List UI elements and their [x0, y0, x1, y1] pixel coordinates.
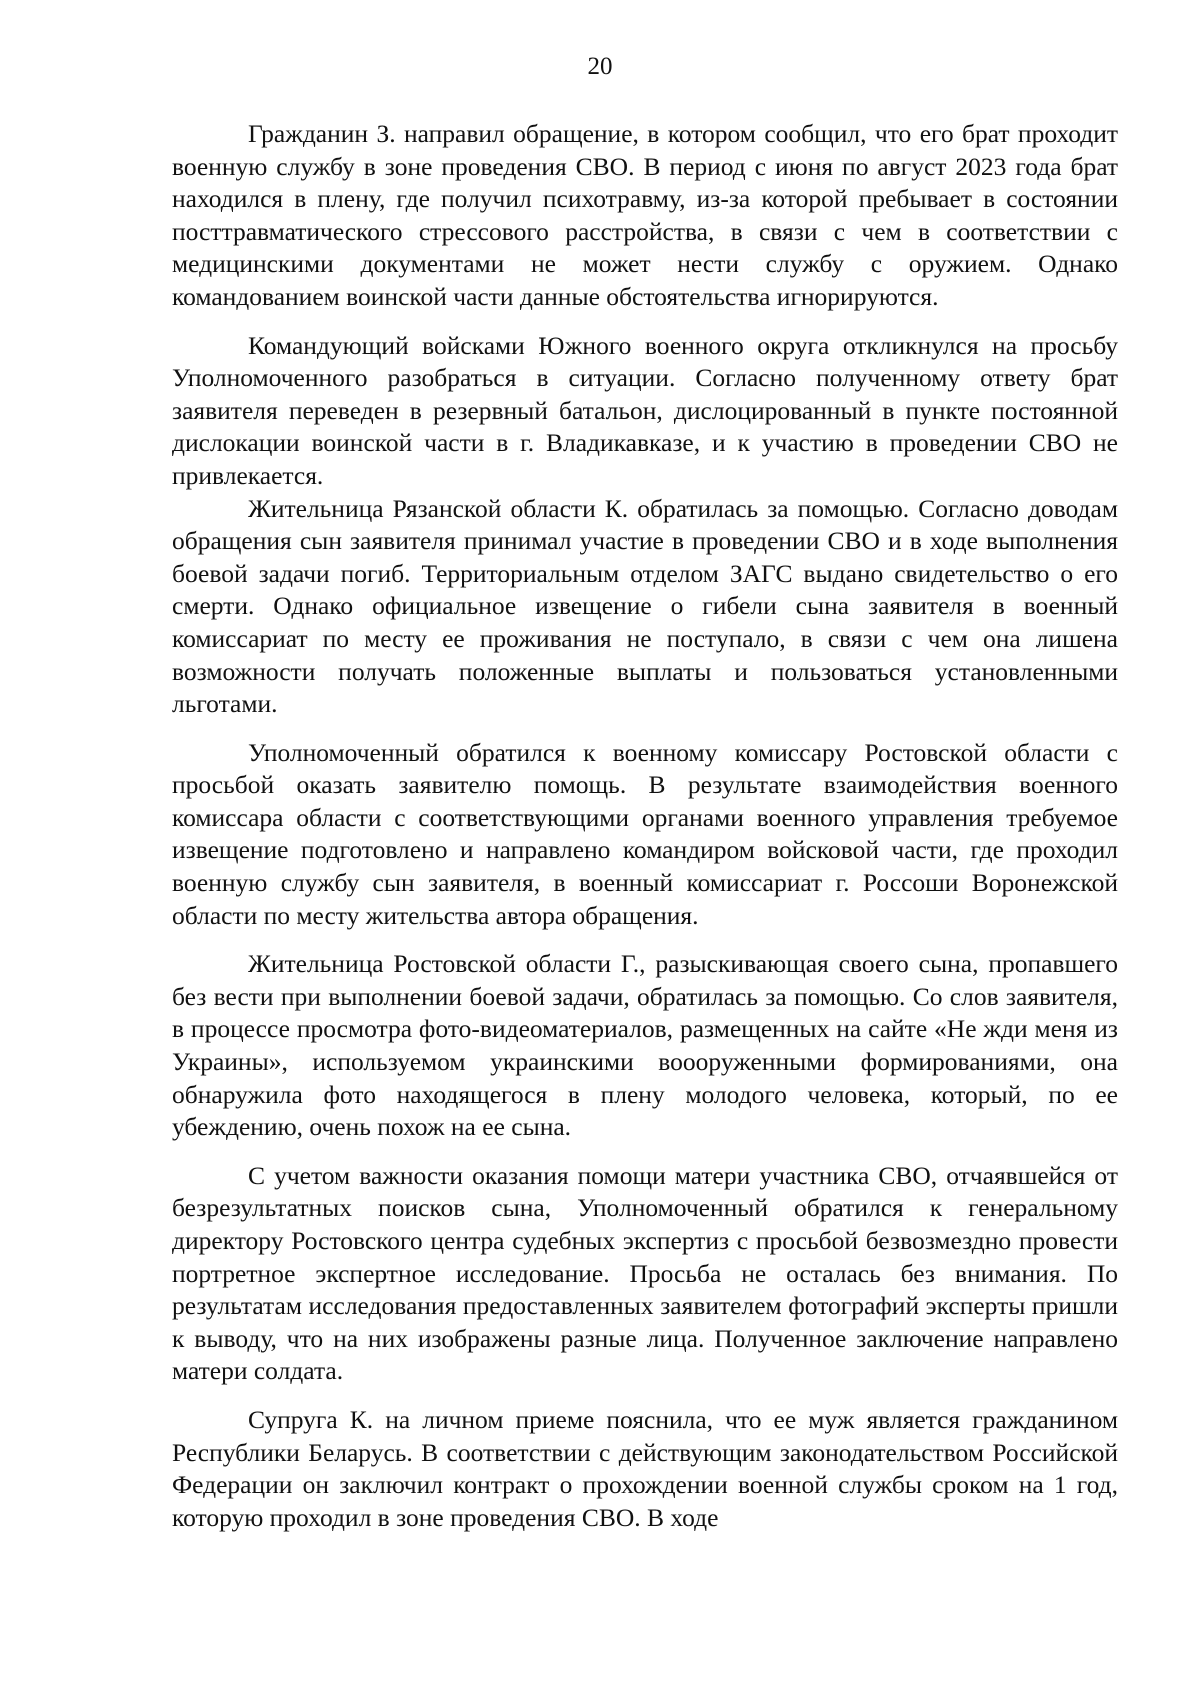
paragraph-southern-district-response: Командующий войсками Южного военного округа откликнулся на просьбу Уполномоченного разобраться в ситуации. Согласно полученному ответу брат заявителя переведен в резервный батальон, дислоцированный в пункте постоянной дислокации воинской части в г. Владикавказе, и к участию в проведении СВО не привлекается. [172, 330, 1118, 490]
document-body [172, 118, 1118, 1534]
paragraph-rostov-resident-appeal: Жительница Ростовской области Г., разыскивающая своего сына, пропавшего без вести при выполнении боевой задачи, обратилась за помощью. Со слов заявителя, в процессе просмотра фото-видеоматериалов, размещенных на сайте «Не жди меня из Украины», используемом украинскими воооруженными формированиями, она обнаружила фото находящегося в плену молодого человека, который, по ее убеждению, очень похож на ее сына. [172, 949, 1118, 1142]
paragraph-citizen-z-appeal: Гражданин З. направил обращение, в котором сообщил, что его брат проходит военную службу в зоне проведения СВО. В период с июня по август 2023 года брат находился в плену, где получил психотравму, из-за которой пребывает в состоянии посттравматического стрессового расстройства, в связи с чем в соответствии с медицинскими документами не может нести службу с оружием. Однако командованием воинской части данные обстоятельства игнорируются. [172, 119, 1118, 311]
paragraph-ryazan-resident-appeal: Жительница Рязанской области К. обратилась за помощью. Согласно доводам обращения сын заявителя принимал участие в проведении СВО и в ходе выполнения боевой задачи погиб. Территориальным отделом ЗАГС выдано свидетельство о его смерти. Однако официальное извещение о гибели сына заявителя в военный комиссариат по месту ее проживания не поступало, в связи с чем она лишена возможности получать положенные выплаты и пользоваться установленными льготами. [172, 493, 1118, 719]
paragraph-forensic-examination: С учетом важности оказания помощи матери участника СВО, отчаявшейся от безрезультатных поисков сына, Уполномоченный обратился к генеральному директору Ростовского центра судебных экспертиз с просьбой безвозмездно провести портретное экспертное исследование. Просьба не осталась без внимания. По результатам исследования предоставленных заявителем фотографий эксперты пришли к выводу, что на них изображены разные лица. Полученное заключение направлено матери солдата. [172, 1160, 1118, 1386]
page-number: 20 [587, 53, 613, 80]
paragraph-rostov-commissar-response: Уполномоченный обратился к военному комиссару Ростовской области с просьбой оказать заявителю помощь. В результате взаимодействия военного комиссара области с соответствующими органами военного управления требуемое извещение подготовлено и направлено командиром войсковой части, где проходил военную службу сын заявителя, в военный комиссариат г. Россоши Воронежской области по месту жительства автора обращения. [172, 737, 1118, 930]
paragraph-belarus-citizen-spouse: Супруга К. на личном приеме пояснила, что ее муж является гражданином Республики Беларусь. В соответствии с действующим законодательством Российской Федерации он заключил контракт о прохождении военной службы сроком на 1 год, которую проходил в зоне проведения СВО. В ходе [172, 1404, 1118, 1532]
